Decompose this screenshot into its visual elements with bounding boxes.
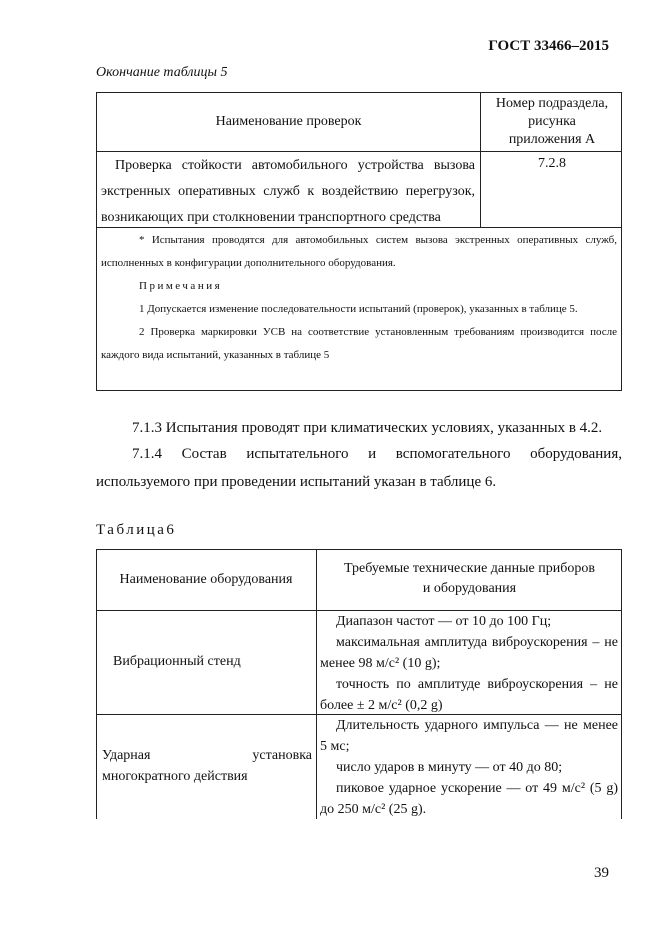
paragraph-7-1-4: 7.1.4 Состав испытательного и вспомогательного оборудования, используемого при проведении испытаний указан в таблице 6. [96, 446, 622, 490]
table5-notes [101, 229, 617, 367]
table5-note-1: 1 Допускается изменение последовательности испытаний (проверок), указанных в таблице 5. [139, 303, 578, 315]
table5-header-number [481, 95, 623, 151]
table6-row1-req: Диапазон частот — от 10 до 100 Гц; [336, 614, 552, 629]
table6-row2-name-line1 [102, 745, 312, 766]
table5-header-number-line: рисунка [528, 114, 576, 129]
paragraph-7-1-3: 7.1.3 Испытания проводят при климатических условиях, указанных в 4.2. [132, 420, 603, 436]
table5-row-number: 7.2.8 [538, 156, 566, 171]
table6-header-requirements [317, 559, 622, 599]
table6-row2-name-line2: многократного действия [102, 769, 248, 784]
table6 [96, 549, 622, 819]
table6-row1-req: точность по амплитуде виброускорения – не более ± 2 м/с² (0,2 g) [320, 677, 618, 713]
table6-row1-requirements [320, 611, 618, 716]
table6-caption: Таблица6 [96, 522, 177, 538]
table5-note-2: 2 Проверка маркировки УСВ на соответствие установленным требованиям производится после каждого вида испытаний, указанных в таблице 5 [101, 326, 617, 361]
table5-header-name: Наименование проверок [215, 114, 362, 129]
table5-row-name: Проверка стойкости автомобильного устройства вызова экстренных оперативных служб к воздействию перегрузок, возникающих при столкновении транспортного средства [101, 158, 475, 225]
table6-row1-name: Вибрационный стенд [113, 654, 241, 669]
page-number: 39 [594, 865, 609, 881]
table6-header-req-line: и оборудования [422, 581, 517, 596]
table6-header-req-line: Требуемые технические данные приборов [344, 561, 595, 576]
table6-row1-req: максимальная амплитуда виброускорения – не менее 98 м/с² (10 g); [320, 635, 618, 671]
table5 [96, 92, 622, 391]
table6-row2-name [102, 745, 312, 787]
table6-row2-req: пиковое ударное ускорение — от 49 м/с² (5 g) до 250 м/с² (25 g). [320, 781, 618, 817]
table5-footnote: * Испытания проводятся для автомобильных систем вызова экстренных оперативных служб, исполненных в конфигурации дополнительного оборудования. [101, 234, 617, 269]
table5-header-number-line: приложения А [508, 132, 596, 147]
standard-code: ГОСТ 33466–2015 [488, 38, 609, 54]
table6-row2-name-word: Ударная [102, 748, 151, 763]
table5-continuation-caption: Окончание таблицы 5 [96, 65, 228, 80]
table5-header-number-line: Номер подраздела, [495, 96, 609, 111]
table6-row2-req: число ударов в минуту — от 40 до 80; [336, 760, 563, 775]
table6-row2-name-word: установка [252, 748, 312, 763]
table6-row2-req: Длительность ударного импульса — не менее 5 мс; [320, 718, 618, 754]
table6-row2-requirements [320, 715, 618, 820]
table5-notes-title: Примечания [139, 280, 223, 292]
table6-header-name: Наименование оборудования [119, 571, 293, 587]
